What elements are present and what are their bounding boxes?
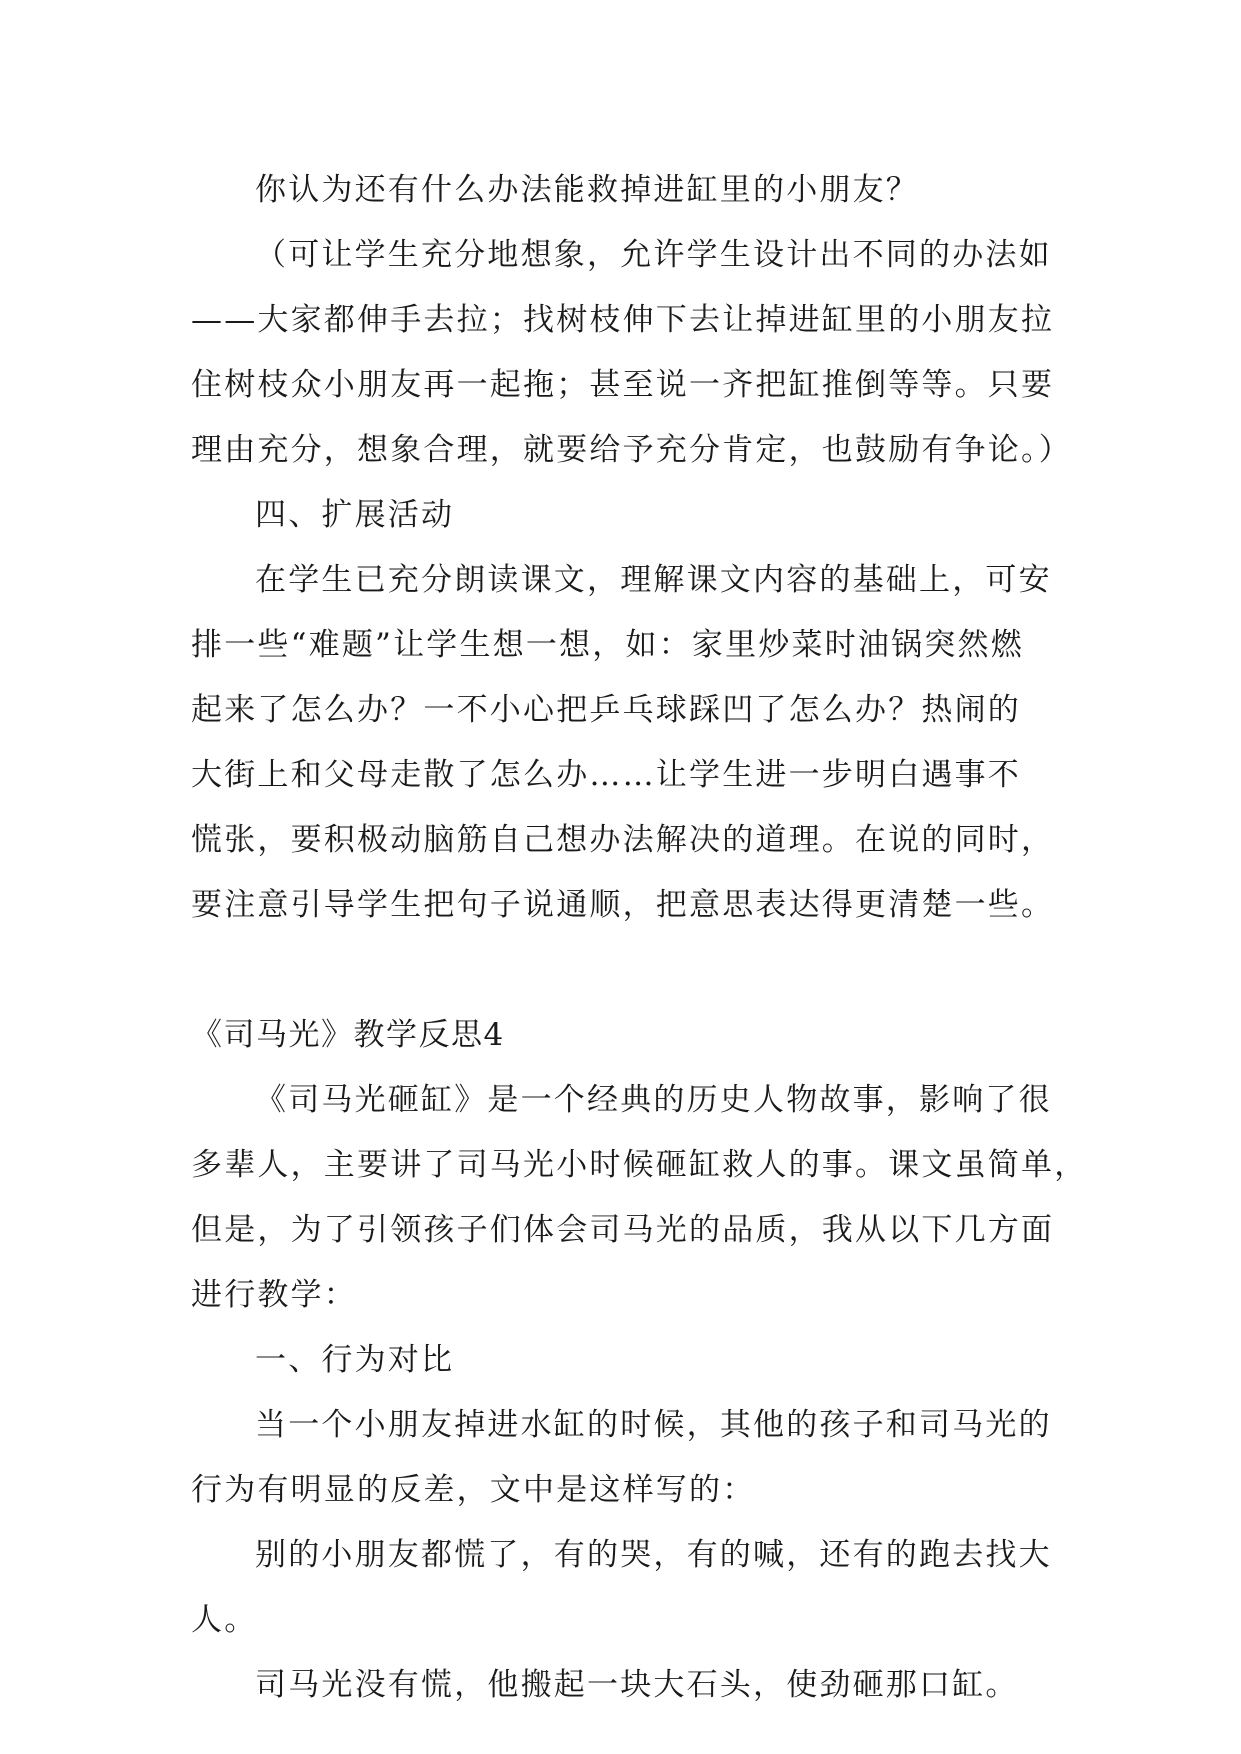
- paragraph-line: 司马光没有慌，他搬起一块大石头，使劲砸那口缸。: [255, 1667, 1019, 1703]
- paragraph-line: 进行教学：: [191, 1277, 357, 1313]
- paragraph-line: 你认为还有什么办法能救掉进缸里的小朋友？: [255, 172, 919, 208]
- paragraph-line: 住树枝众小朋友再一起拖；甚至说一齐把缸推倒等等。只要: [191, 367, 1055, 403]
- paragraph-line: 多辈人，主要讲了司马光小时候砸缸救人的事。课文虽简单，: [191, 1147, 1088, 1183]
- paragraph-line: 但是，为了引领孩子们体会司马光的品质，我从以下几方面: [191, 1212, 1055, 1248]
- paragraph-line: 排一些“难题”让学生想一想，如：家里炒菜时油锅突然燃: [191, 627, 1024, 663]
- paragraph-line: 在学生已充分朗读课文，理解课文内容的基础上，可安: [255, 562, 1052, 598]
- paragraph-line: ——大家都伸手去拉；找树枝伸下去让掉进缸里的小朋友拉: [191, 302, 1055, 338]
- paragraph-line: 别的小朋友都慌了，有的哭，有的喊，还有的跑去找大: [255, 1537, 1052, 1573]
- paragraph-line: 要注意引导学生把句子说通顺，把意思表达得更清楚一些。: [191, 887, 1055, 923]
- paragraph-line: （可让学生充分地想象，允许学生设计出不同的办法如: [255, 237, 1052, 273]
- paragraph-line: 起来了怎么办？一不小心把乒乓球踩凹了怎么办？热闹的: [191, 692, 1021, 728]
- section-heading: 四、扩展活动: [255, 497, 455, 533]
- article-title: 《司马光》教学反思4: [191, 1017, 505, 1053]
- paragraph-line: 《司马光砸缸》是一个经典的历史人物故事，影响了很: [255, 1082, 1052, 1118]
- paragraph-line: 慌张，要积极动脑筋自己想办法解决的道理。在说的同时，: [191, 822, 1055, 858]
- paragraph-line: 人。: [191, 1602, 258, 1638]
- paragraph-line: 大街上和父母走散了怎么办……让学生进一步明白遇事不: [191, 757, 1021, 793]
- paragraph-line: 当一个小朋友掉进水缸的时候，其他的孩子和司马光的: [255, 1407, 1052, 1443]
- section-spacer: [191, 938, 1051, 1003]
- paragraph-line: 行为有明显的反差，文中是这样写的：: [191, 1472, 756, 1508]
- paragraph-line: 理由充分，想象合理，就要给予充分肯定，也鼓励有争论。）: [191, 432, 1072, 468]
- document-body: [191, 158, 1088, 1718]
- section-heading: 一、行为对比: [255, 1342, 455, 1378]
